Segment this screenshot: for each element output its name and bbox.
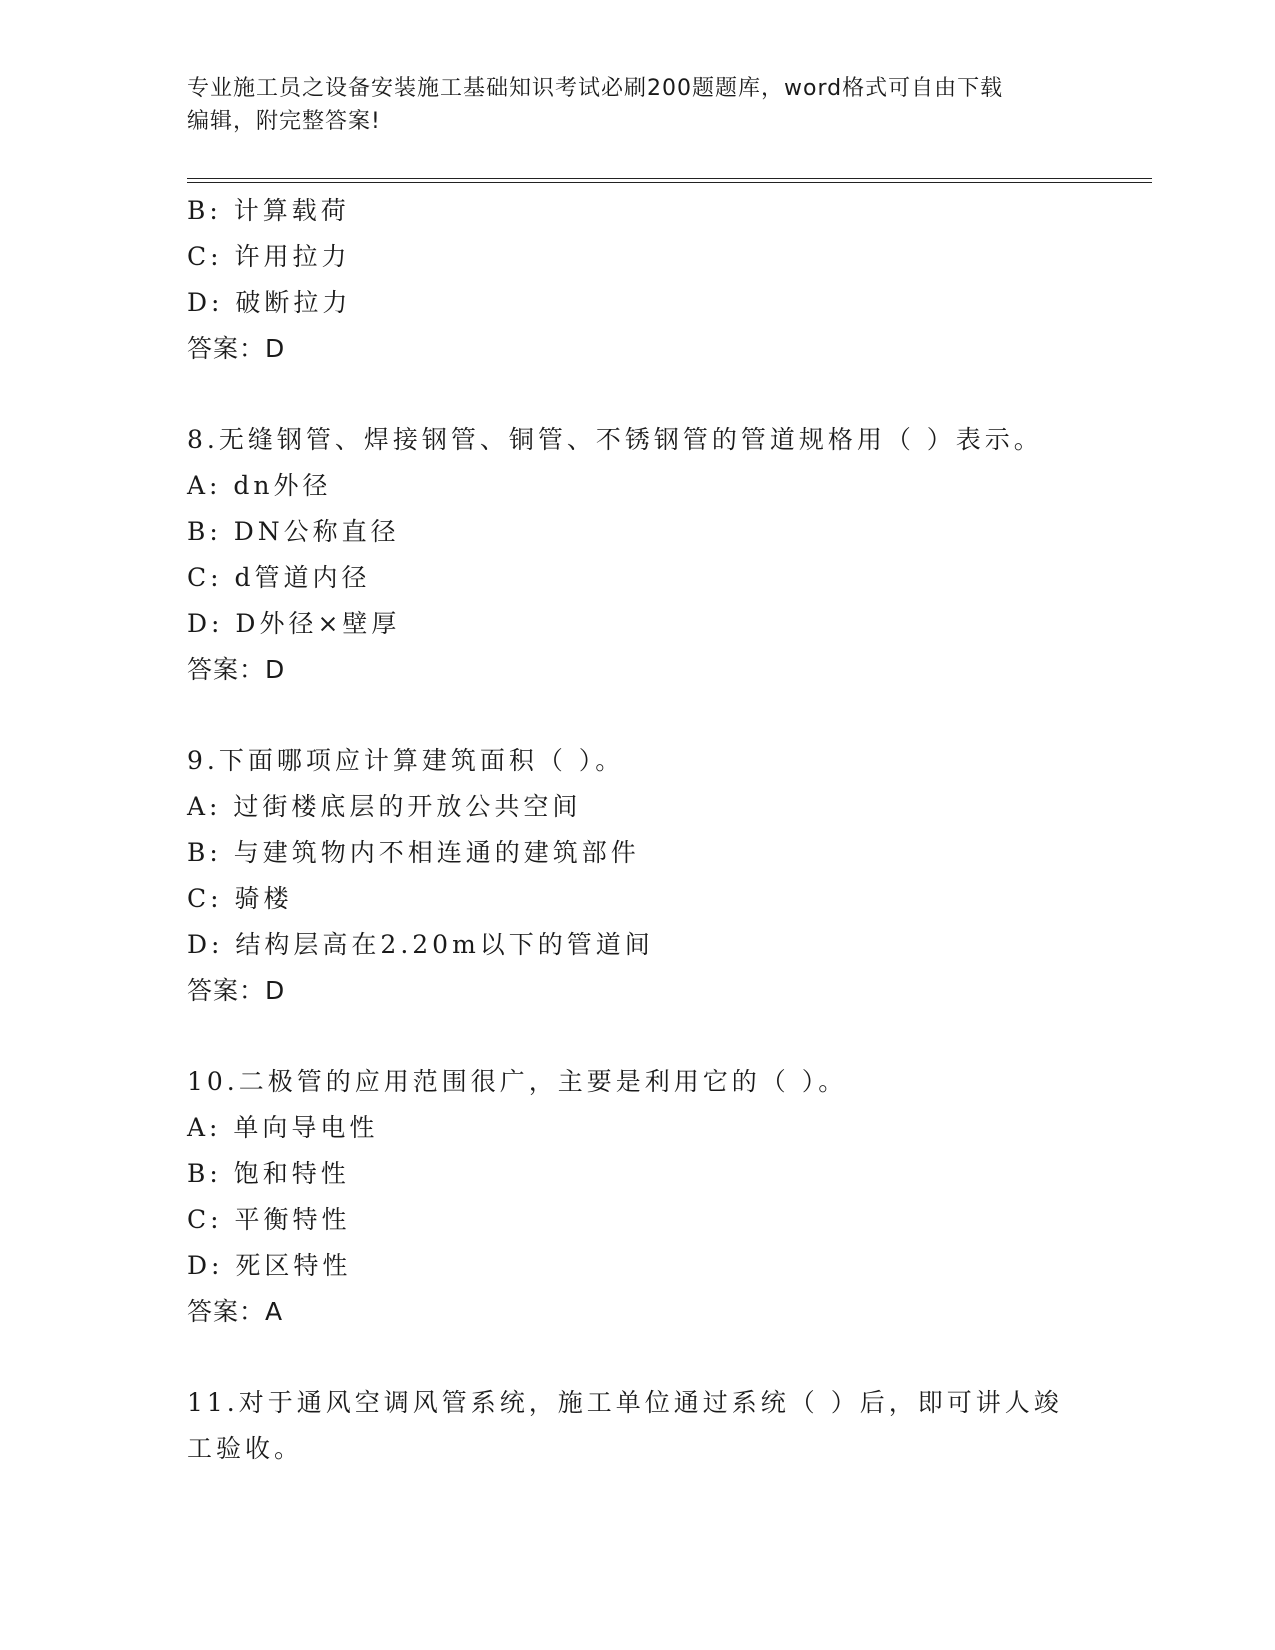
spacer [187,1335,1087,1380]
option-a: A: 单向导电性 [187,1113,379,1142]
option-d: D: 死区特性 [187,1251,352,1280]
option-b: B: 计算载荷 [187,196,350,225]
option-c: C: d管道内径 [187,563,371,592]
question-text: 10.二极管的应用范围很广，主要是利用它的（ ）。 [187,1067,848,1096]
answer: 答案：D [187,655,286,684]
question-list [187,188,1087,1472]
question-text-line-1: 11.对于通风空调风管系统，施工单位通过系统（ ）后，即可讲人竣 [187,1388,1063,1417]
question-11 [187,1380,1087,1472]
option-d: D: D外径×壁厚 [187,609,401,638]
spacer [187,693,1087,738]
header-line-1: 专业施工员之设备安装施工基础知识考试必刷200题题库，word格式可自由下载 [187,76,1004,101]
option-b: B: DN公称直径 [187,517,400,546]
question-9 [187,738,1087,1014]
option-b: B: 与建筑物内不相连通的建筑部件 [187,838,640,867]
answer: 答案：D [187,334,286,363]
header-line-2: 编辑，附完整答案! [187,109,381,134]
option-c: C: 许用拉力 [187,242,351,271]
question-text: 8.无缝钢管、焊接钢管、铜管、不锈钢管的管道规格用（ ）表示。 [187,425,1043,454]
header-divider-top [187,178,1152,179]
question-text: 9.下面哪项应计算建筑面积（ ）。 [187,746,625,775]
option-d: D: 破断拉力 [187,288,352,317]
option-d: D: 结构层高在2.20m以下的管道间 [187,930,654,959]
option-c: C: 平衡特性 [187,1205,351,1234]
option-c: C: 骑楼 [187,884,293,913]
header-divider-bottom [187,182,1152,183]
spacer [187,372,1087,417]
option-b: B: 饱和特性 [187,1159,350,1188]
answer: 答案：D [187,976,286,1005]
option-a: A: dn外径 [187,471,332,500]
question-7 [187,188,1087,372]
spacer [187,1014,1087,1059]
question-8 [187,417,1087,693]
option-a: A: 过街楼底层的开放公共空间 [187,792,582,821]
answer: 答案：A [187,1297,284,1326]
document-header [187,72,1087,138]
question-text-line-2: 工验收。 [187,1434,304,1463]
question-10 [187,1059,1087,1335]
